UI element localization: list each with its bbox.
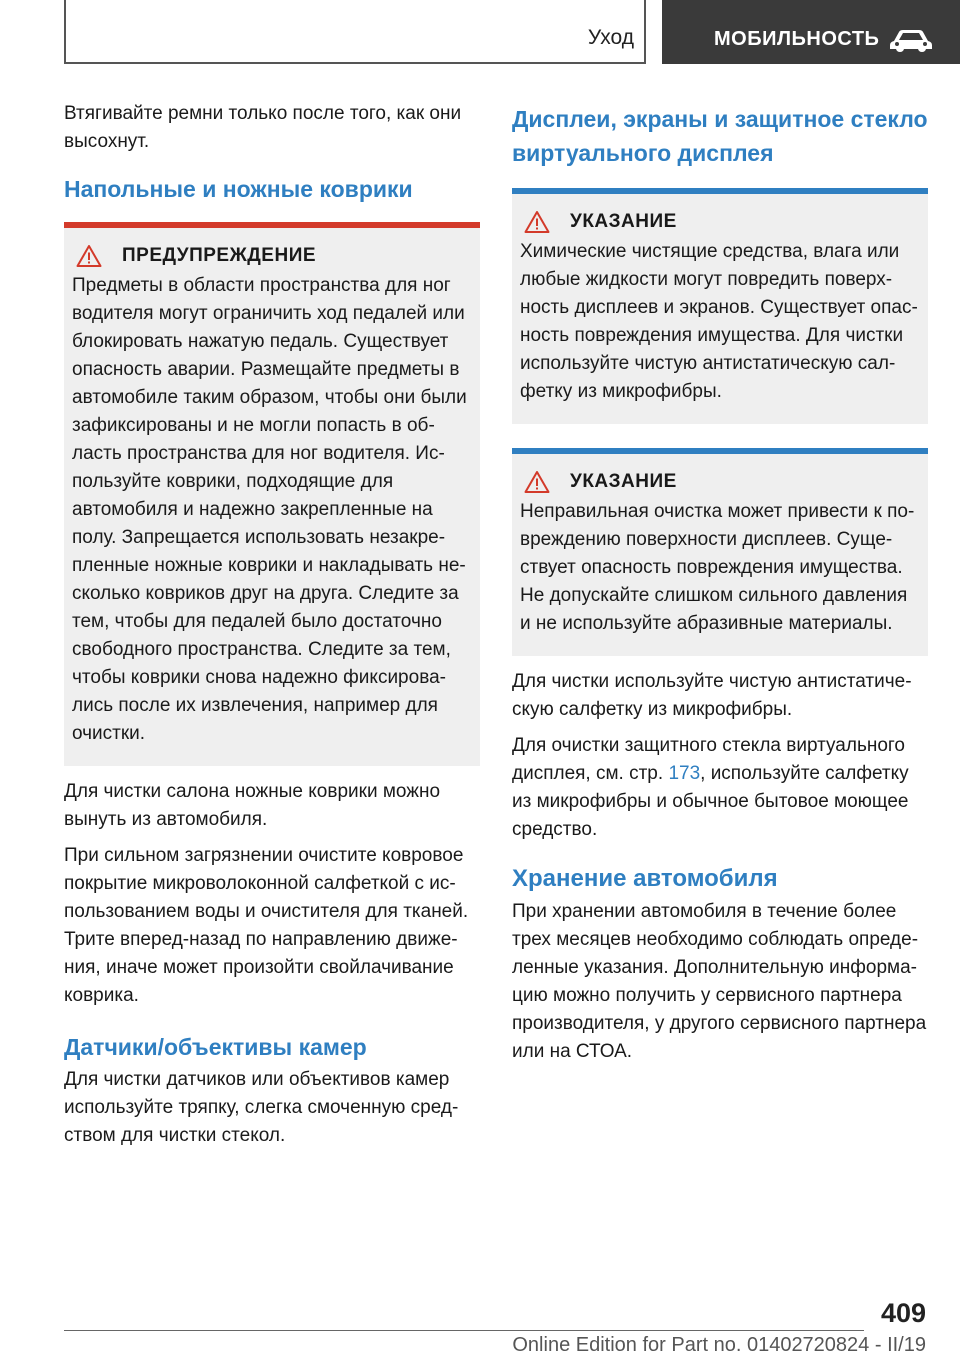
car-icon: [888, 28, 934, 52]
paragraph-text-end: , используйте салфетку из микрофибры и обычное бытовое моющее средство.: [512, 763, 909, 840]
section-heading-sensors: Датчики/объективы камер: [64, 1034, 367, 1060]
running-header: [64, 0, 646, 64]
paragraph-microfiber: Для чистки используйте чистую антистатическую салфетку из микрофибры.: [512, 671, 912, 720]
warning-title: ПРЕДУПРЕЖДЕНИЕ: [122, 245, 317, 266]
paragraph-sensors: Для чистки датчиков или объективов камер используйте тряпку, слегка смоченную средством для чистки стекол.: [64, 1069, 459, 1146]
page-number: 409: [880, 1298, 926, 1328]
page-reference-link[interactable]: 173: [668, 763, 701, 784]
warning-triangle-icon: [524, 470, 550, 494]
warning-text: Предметы в области пространства для ног водителя могут ограничить ход педалей или блокировать нажатую педаль. Существует опасность аварии. Размещайте предметы в автомобиле таким образом, чтобы они были зафиксированы и не могли попасть в область пространства для ног водителя. Используйте коврики, подходящие для автомобиля и надежно закрепленные на полу. Запрещается использовать незакрепленные ножные коврики и накладывать несколько ковриков друг на друга. Следите за тем, чтобы для педалей было достаточно свободного пространства. Следите за тем, чтобы коврики снова надежно фиксировались после их извлечения, например для очистки.: [72, 275, 467, 744]
section-heading-displays: Дисплеи, экраны и защитное стекло виртуального дисплея: [512, 106, 928, 166]
footer-edition: Online Edition for Part no. 01402720824 - II/19: [512, 1334, 926, 1356]
notice-title: УКАЗАНИЕ: [570, 471, 677, 492]
notice-text: Неправильная очистка может привести к повреждению поверхности дисплеев. Существует опасность повреждения имущества. Не допускайте слишком сильного давления и не используйте абразивные материалы.: [520, 501, 915, 634]
section-heading-floor-mats: Напольные и ножные коврики: [64, 176, 413, 202]
chapter-tab: [662, 0, 960, 64]
footer-rule: [64, 1330, 864, 1331]
notice-box-chemicals: [512, 188, 928, 424]
notice-title: УКАЗАНИЕ: [570, 211, 677, 232]
notice-box-cleaning: [512, 448, 928, 656]
paragraph-protective-glass: [512, 732, 928, 844]
right-column: [512, 100, 928, 1074]
left-column: [64, 100, 480, 1158]
intro-paragraph: Втягивайте ремни только после того, как они высохнут.: [64, 103, 462, 152]
paragraph-storage: При хранении автомобиля в течение более трех месяцев необходимо соблюдать определенные указания. Дополнительную информацию можно получить у сервисного партнера производителя, у другого сервисного партнера или на СТОА.: [512, 901, 927, 1062]
notice-text: Химические чистящие средства, влага или любые жидкости могут повредить поверхность дисплеев и экранов. Существует опасность повреждения имущества. Для чистки используйте чистую антистатическую салфетку из микрофибры.: [520, 241, 918, 402]
section-heading-storage: Хранение автомобиля: [512, 865, 778, 892]
header-section-title: Уход: [587, 26, 634, 49]
paragraph-text-start: Для очистки защитного стекла виртуального дисплея, см. стр.: [512, 735, 905, 784]
chapter-tab-label: МОБИЛЬНОСТЬ: [714, 28, 880, 50]
warning-triangle-icon: [524, 210, 550, 234]
paragraph-heavy-dirt: При сильном загрязнении очистите ковровое покрытие микроволоконной салфеткой с использованием воды и очистителя для тканей. Трите вперед-назад по направлению движения, иначе может произойти свойлачивание коврика.: [64, 845, 469, 1006]
warning-box: [64, 222, 480, 766]
paragraph-remove-mats: Для чистки салона ножные коврики можно вынуть из автомобиля.: [64, 781, 441, 830]
warning-triangle-icon: [76, 244, 102, 268]
